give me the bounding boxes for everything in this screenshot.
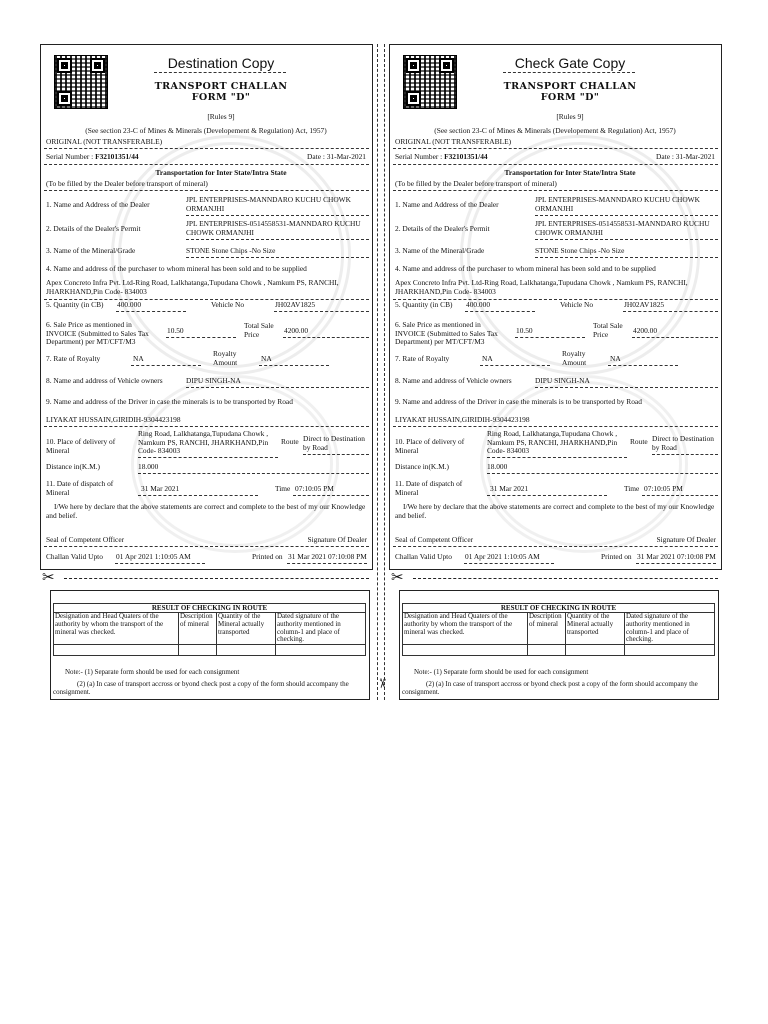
table-cell <box>54 645 179 656</box>
cut-line <box>391 568 722 586</box>
total-price-label: Total Sale Price <box>593 321 623 339</box>
note-one: Note:- (1) Separate form should be used for each consignment <box>414 668 589 676</box>
valid-upto-label: Challan Valid Upto <box>46 552 103 561</box>
col-signature: Dated signature of the authority mentioned in column-1 and place of checking. <box>625 613 715 645</box>
divider <box>44 190 369 191</box>
table-cell <box>566 645 625 656</box>
value-underline <box>186 257 369 258</box>
cut-dashes <box>413 578 718 579</box>
vehicle-value: JH02AV1825 <box>624 300 665 309</box>
value-underline <box>115 563 205 564</box>
royalty-rate-value: NA <box>482 354 493 363</box>
serial-number: F32101351/44 <box>95 152 139 161</box>
original-note: ORIGINAL (NOT TRANSFERABLE) <box>395 137 512 146</box>
form-title: TRANSPORT CHALLAN <box>154 81 288 92</box>
value-underline <box>535 387 718 388</box>
total-price-label: Total Sale Price <box>244 321 274 339</box>
sale-price-label: 6. Sale Price as mentioned in INVOICE (Submitted to Sales Tax Department) per MT/CFT/M3 <box>395 320 498 347</box>
col-authority: Designation and Head Quaters of the authority by whom the transport of the mineral was checked. <box>54 613 179 645</box>
route-check-title: RESULT OF CHECKING IN ROUTE <box>54 604 366 613</box>
table-cell <box>179 645 217 656</box>
copy-title-underline <box>503 72 635 73</box>
quantity-value: 400.000 <box>117 300 142 309</box>
vehicle-owner-label: 8. Name and address of Vehicle owners <box>46 376 163 385</box>
route-check-table <box>53 603 366 656</box>
divider <box>44 148 369 149</box>
divider <box>393 148 718 149</box>
table-cell <box>625 645 715 656</box>
value-underline <box>131 365 201 366</box>
delivery-place-value: Ring Road, Lalkhatanga,Tupudana Chowk , Namkum PS, RANCHI, JHARKHAND,Pin Code- 834003 <box>487 429 618 456</box>
section-note: (See section 23-C of Mines & Minerals (Developement & Regulation) Act, 1957) <box>434 126 676 135</box>
purchaser-label: 4. Name and address of the purchaser to whom mineral has been sold and to be supplied <box>395 264 656 273</box>
quantity-label: 5. Quantity (in CB) <box>395 300 453 309</box>
divider <box>393 164 718 165</box>
value-underline <box>166 337 236 338</box>
dealer-signature-label: Signature Of Dealer <box>656 535 716 544</box>
value-underline <box>652 454 718 455</box>
vertical-cut-line <box>377 44 378 700</box>
divider <box>44 164 369 165</box>
check-gate-copy-sheet <box>389 44 724 700</box>
note-two: (2) (a) In case of transport accross or byond check post a copy of the form should accompany the consignment. <box>402 680 698 697</box>
route-check-box <box>399 590 719 700</box>
qr-code-icon <box>403 55 457 109</box>
dealer-signature-label: Signature Of Dealer <box>307 535 367 544</box>
route-check-title: RESULT OF CHECKING IN ROUTE <box>403 604 715 613</box>
royalty-rate-label: 7. Rate of Royalty <box>46 354 101 363</box>
note-one: Note:- (1) Separate form should be used for each consignment <box>65 668 240 676</box>
challan-date: Date : 31-Mar-2021 <box>307 152 366 161</box>
valid-upto-value: 01 Apr 2021 1:10:05 AM <box>465 552 540 561</box>
vertical-cut-line <box>384 44 385 700</box>
mineral-value: STONE Stone Chips -No Size <box>186 246 276 255</box>
col-description: Description of mineral <box>528 613 566 645</box>
value-underline <box>293 495 369 496</box>
original-note: ORIGINAL (NOT TRANSFERABLE) <box>46 137 163 146</box>
value-underline <box>464 563 554 564</box>
value-underline <box>535 239 718 240</box>
copy-title: Destination Copy <box>167 55 275 71</box>
table-cell <box>403 645 528 656</box>
value-underline <box>138 457 278 458</box>
vehicle-owner-label: 8. Name and address of Vehicle owners <box>395 376 512 385</box>
dispatch-time-label: Time <box>275 484 291 493</box>
permit-value: JPL ENTERPRISES-0514558531-MANNDARO KUCHU CHOWK ORMANJHI <box>535 219 710 237</box>
col-quantity: Quantity of the Mineral actually transported <box>217 613 276 645</box>
form-name: FORM "D" <box>540 92 600 103</box>
table-cell <box>276 645 366 656</box>
col-authority: Designation and Head Quaters of the authority by whom the transport of the mineral was checked. <box>403 613 528 645</box>
value-underline <box>515 337 585 338</box>
vehicle-owner-value: DIPU SINGH-NA <box>535 376 590 385</box>
royalty-rate-label: 7. Rate of Royalty <box>395 354 450 363</box>
route-check-table <box>402 603 715 656</box>
destination-copy-sheet <box>40 44 375 700</box>
dispatch-date-label: 11. Date of dispatch of Mineral <box>395 479 463 497</box>
sale-price-value: 10.50 <box>167 326 184 335</box>
driver-value: LIYAKAT HUSSAIN,GIRIDIH-9304423198 <box>46 415 181 424</box>
transport-heading: Transportation for Inter State/Intra State <box>504 168 636 177</box>
dispatch-time-value: 07:10:05 PM <box>644 484 683 493</box>
value-underline <box>487 495 607 496</box>
dealer-name-label: 1. Name and Address of the Dealer <box>46 200 150 209</box>
note-two: (2) (a) In case of transport accross or byond check post a copy of the form should accompany the consignment. <box>53 680 349 697</box>
mineral-label: 3. Name of the Mineral/Grade <box>395 246 485 255</box>
royalty-amount-label: Royalty Amount <box>562 349 587 367</box>
serial-number: F32101351/44 <box>444 152 488 161</box>
challan-form <box>40 44 373 570</box>
distance-label: Distance in(K.M.) <box>46 462 100 471</box>
value-underline <box>636 563 716 564</box>
route-label: Route <box>630 437 648 446</box>
mineral-value: STONE Stone Chips -No Size <box>535 246 625 255</box>
value-underline <box>116 311 186 312</box>
vehicle-owner-value: DIPU SINGH-NA <box>186 376 241 385</box>
value-underline <box>138 473 369 474</box>
printed-on-value: 31 Mar 2021 07:10:08 PM <box>637 552 716 561</box>
cut-dashes <box>64 578 369 579</box>
value-underline <box>303 454 369 455</box>
col-signature: Dated signature of the authority mentioned in column-1 and place of checking. <box>276 613 366 645</box>
printed-on-label: Printed on <box>252 552 283 561</box>
value-underline <box>393 426 718 427</box>
declaration-text: I/We here by declare that the above statements are correct and complete to the best of my our Knowledge and belief. <box>46 502 366 520</box>
divider <box>393 190 718 191</box>
serial-label: Serial Number : F32101351/44 <box>46 152 139 161</box>
royalty-rate-value: NA <box>133 354 144 363</box>
dealer-note: (To be filled by the Dealer before transport of mineral) <box>46 179 208 188</box>
delivery-place-label: 10. Place of delivery of Mineral <box>395 437 465 455</box>
declaration-text: I/We here by declare that the above statements are correct and complete to the best of my our Knowledge and belief. <box>395 502 715 520</box>
qr-code-icon <box>54 55 108 109</box>
transport-heading: Transportation for Inter State/Intra State <box>155 168 287 177</box>
form-title: TRANSPORT CHALLAN <box>503 81 637 92</box>
challan-form <box>389 44 722 570</box>
scissors-icon: ✂ <box>373 678 389 689</box>
challan-date: Date : 31-Mar-2021 <box>656 152 715 161</box>
value-underline <box>623 311 718 312</box>
seal-label: Seal of Competent Officer <box>395 535 474 544</box>
total-price-value: 4200.00 <box>633 326 658 335</box>
permit-label: 2. Details of the Dealer's Permit <box>46 224 141 233</box>
distance-label: Distance in(K.M.) <box>395 462 449 471</box>
dealer-note: (To be filled by the Dealer before transport of mineral) <box>395 179 557 188</box>
royalty-amount-value: NA <box>610 354 621 363</box>
driver-label: 9. Name and address of the Driver in case the minerals is to be transported by Road <box>46 397 293 406</box>
col-description: Description of mineral <box>179 613 217 645</box>
value-underline <box>138 495 258 496</box>
divider <box>44 546 369 547</box>
value-underline <box>44 426 369 427</box>
rules-label: [Rules 9] <box>207 112 235 121</box>
delivery-place-label: 10. Place of delivery of Mineral <box>46 437 116 455</box>
value-underline <box>632 337 718 338</box>
dispatch-date-value: 31 Mar 2021 <box>490 484 529 493</box>
royalty-amount-value: NA <box>261 354 272 363</box>
dealer-name-value: JPL ENTERPRISES-MANNDARO KUCHU CHOWK ORMANJHI <box>535 195 700 213</box>
driver-label: 9. Name and address of the Driver in case the minerals is to be transported by Road <box>395 397 642 406</box>
table-cell <box>217 645 276 656</box>
copy-title: Check Gate Copy <box>514 55 626 71</box>
serial-label: Serial Number : F32101351/44 <box>395 152 488 161</box>
value-underline <box>480 365 550 366</box>
route-label: Route <box>281 437 299 446</box>
value-underline <box>642 495 718 496</box>
valid-upto-value: 01 Apr 2021 1:10:05 AM <box>116 552 191 561</box>
route-value: Direct to Destination by Road <box>303 434 365 452</box>
section-note: (See section 23-C of Mines & Minerals (Developement & Regulation) Act, 1957) <box>85 126 327 135</box>
table-cell <box>528 645 566 656</box>
sale-price-value: 10.50 <box>516 326 533 335</box>
driver-value: LIYAKAT HUSSAIN,GIRIDIH-9304423198 <box>395 415 530 424</box>
mineral-label: 3. Name of the Mineral/Grade <box>46 246 136 255</box>
value-underline <box>487 457 627 458</box>
value-underline <box>274 311 369 312</box>
vehicle-value: JH02AV1825 <box>275 300 316 309</box>
sale-price-label: 6. Sale Price as mentioned in INVOICE (Submitted to Sales Tax Department) per MT/CFT/M3 <box>46 320 149 347</box>
dispatch-date-label: 11. Date of dispatch of Mineral <box>46 479 114 497</box>
delivery-place-value: Ring Road, Lalkhatanga,Tupudana Chowk , Namkum PS, RANCHI, JHARKHAND,Pin Code- 834003 <box>138 429 269 456</box>
value-underline <box>535 257 718 258</box>
printed-on-value: 31 Mar 2021 07:10:08 PM <box>288 552 367 561</box>
purchaser-value: Apex Concreto Infra Pvt. Ltd-Ring Road, Lalkhatanga,Tupudana Chowk , Namkum PS, RANCHI, JHARKHAND,Pin Code- 834003 <box>46 278 339 296</box>
dealer-name-label: 1. Name and Address of the Dealer <box>395 200 499 209</box>
cut-line <box>42 568 373 586</box>
purchaser-value: Apex Concreto Infra Pvt. Ltd-Ring Road, Lalkhatanga,Tupudana Chowk , Namkum PS, RANCHI, JHARKHAND,Pin Code- 834003 <box>395 278 688 296</box>
quantity-label: 5. Quantity (in CB) <box>46 300 104 309</box>
route-value: Direct to Destination by Road <box>652 434 714 452</box>
value-underline <box>283 337 369 338</box>
rules-label: [Rules 9] <box>556 112 584 121</box>
value-underline <box>535 215 718 216</box>
col-quantity: Quantity of the Mineral actually transported <box>566 613 625 645</box>
dispatch-time-value: 07:10:05 PM <box>295 484 334 493</box>
form-name: FORM "D" <box>191 92 251 103</box>
scissors-icon: ✂ <box>391 568 404 586</box>
distance-value: 18.000 <box>487 462 508 471</box>
copy-title-underline <box>154 72 286 73</box>
value-underline <box>608 365 678 366</box>
route-check-box <box>50 590 370 700</box>
printed-on-label: Printed on <box>601 552 632 561</box>
distance-value: 18.000 <box>138 462 159 471</box>
vehicle-label: Vehicle No <box>560 300 594 309</box>
value-underline <box>186 387 369 388</box>
dispatch-date-value: 31 Mar 2021 <box>141 484 180 493</box>
value-underline <box>186 215 369 216</box>
divider <box>393 546 718 547</box>
permit-label: 2. Details of the Dealer's Permit <box>395 224 490 233</box>
dispatch-time-label: Time <box>624 484 640 493</box>
valid-upto-label: Challan Valid Upto <box>395 552 452 561</box>
value-underline <box>287 563 367 564</box>
dealer-name-value: JPL ENTERPRISES-MANNDARO KUCHU CHOWK ORMANJHI <box>186 195 351 213</box>
vehicle-label: Vehicle No <box>211 300 245 309</box>
total-price-value: 4200.00 <box>284 326 309 335</box>
value-underline <box>487 473 718 474</box>
scissors-icon: ✂ <box>42 568 55 586</box>
value-underline <box>465 311 535 312</box>
permit-value: JPL ENTERPRISES-0514558531-MANNDARO KUCHU CHOWK ORMANJHI <box>186 219 361 237</box>
seal-label: Seal of Competent Officer <box>46 535 125 544</box>
value-underline <box>259 365 329 366</box>
royalty-amount-label: Royalty Amount <box>213 349 238 367</box>
quantity-value: 400.000 <box>466 300 491 309</box>
purchaser-label: 4. Name and address of the purchaser to whom mineral has been sold and to be supplied <box>46 264 307 273</box>
value-underline <box>186 239 369 240</box>
